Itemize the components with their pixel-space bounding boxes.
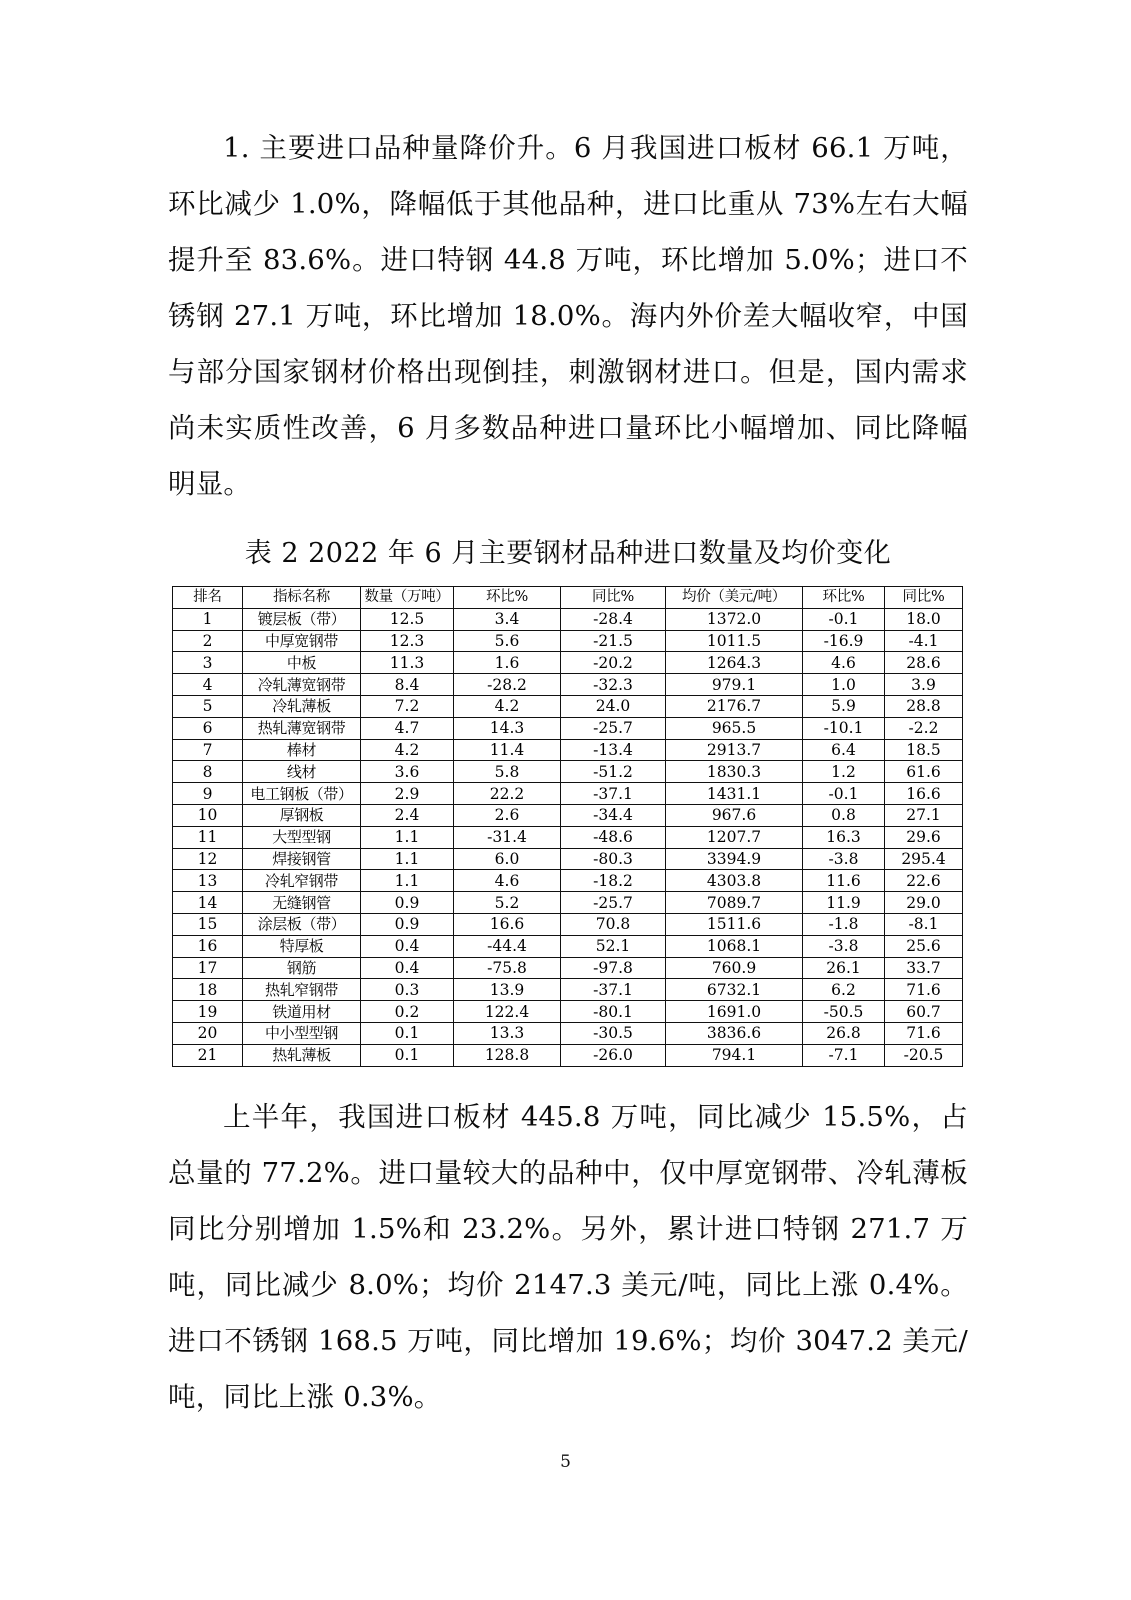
cell-value: 4303.8: [666, 870, 803, 892]
cell-value: 52.1: [561, 935, 666, 957]
cell-value: 4.2: [454, 695, 561, 717]
cell-value: 122.4: [454, 1001, 561, 1023]
cell-value: 4.6: [803, 652, 885, 674]
cell-value: 794.1: [666, 1044, 803, 1066]
table-row: [173, 957, 963, 979]
cell-value: -1.8: [803, 913, 885, 935]
cell-value: 5.9: [803, 695, 885, 717]
cell-value: 5.2: [454, 892, 561, 914]
cell-product-name: 热轧窄钢带: [243, 979, 361, 1001]
cell-value: 8.4: [361, 674, 454, 696]
cell-value: 1.6: [454, 652, 561, 674]
cell-value: 29.0: [885, 892, 963, 914]
cell-rank: 21: [173, 1044, 243, 1066]
cell-value: -51.2: [561, 761, 666, 783]
cell-value: 6.0: [454, 848, 561, 870]
cell-product-name: 冷轧窄钢带: [243, 870, 361, 892]
cell-value: 967.6: [666, 804, 803, 826]
table-row: [173, 826, 963, 848]
cell-value: -21.5: [561, 630, 666, 652]
cell-value: 2176.7: [666, 695, 803, 717]
table-row: [173, 717, 963, 739]
cell-value: 1.2: [803, 761, 885, 783]
cell-value: 6.4: [803, 739, 885, 761]
cell-value: 13.9: [454, 979, 561, 1001]
cell-value: 1264.3: [666, 652, 803, 674]
cell-value: 1207.7: [666, 826, 803, 848]
import-table-container: [172, 586, 962, 1067]
table-row: [173, 870, 963, 892]
table-row: [173, 892, 963, 914]
page-content: [168, 120, 968, 1425]
cell-rank: 7: [173, 739, 243, 761]
cell-value: 4.6: [454, 870, 561, 892]
cell-value: -0.1: [803, 608, 885, 630]
cell-value: 33.7: [885, 957, 963, 979]
cell-product-name: 热轧薄板: [243, 1044, 361, 1066]
table-row: [173, 630, 963, 652]
table-row: [173, 913, 963, 935]
cell-product-name: 电工钢板（带）: [243, 783, 361, 805]
cell-rank: 16: [173, 935, 243, 957]
table-row: [173, 1022, 963, 1044]
cell-value: -7.1: [803, 1044, 885, 1066]
cell-value: 14.3: [454, 717, 561, 739]
cell-value: 1511.6: [666, 913, 803, 935]
cell-product-name: 厚钢板: [243, 804, 361, 826]
cell-rank: 1: [173, 608, 243, 630]
cell-value: 3.9: [885, 674, 963, 696]
cell-value: 0.3: [361, 979, 454, 1001]
table-header-row: [173, 587, 963, 609]
cell-product-name: 热轧薄宽钢带: [243, 717, 361, 739]
cell-value: 12.5: [361, 608, 454, 630]
cell-value: -16.9: [803, 630, 885, 652]
cell-value: 3.4: [454, 608, 561, 630]
table-row: [173, 848, 963, 870]
table-column-header: 环比%: [454, 587, 561, 609]
cell-product-name: 焊接钢管: [243, 848, 361, 870]
table-column-header: 环比%: [803, 587, 885, 609]
cell-product-name: 冷轧薄宽钢带: [243, 674, 361, 696]
cell-value: 61.6: [885, 761, 963, 783]
cell-value: 1.0: [803, 674, 885, 696]
cell-value: 2913.7: [666, 739, 803, 761]
table-column-header: 数量（万吨）: [361, 587, 454, 609]
cell-rank: 9: [173, 783, 243, 805]
cell-rank: 19: [173, 1001, 243, 1023]
cell-value: 3394.9: [666, 848, 803, 870]
cell-value: -34.4: [561, 804, 666, 826]
cell-value: -20.2: [561, 652, 666, 674]
cell-value: 22.2: [454, 783, 561, 805]
cell-value: 7.2: [361, 695, 454, 717]
cell-value: 11.3: [361, 652, 454, 674]
cell-value: 2.4: [361, 804, 454, 826]
cell-value: 979.1: [666, 674, 803, 696]
import-statistics-table: [172, 586, 963, 1067]
table-row: [173, 979, 963, 1001]
cell-value: -3.8: [803, 935, 885, 957]
table-row: [173, 783, 963, 805]
table-row: [173, 1044, 963, 1066]
cell-value: 16.3: [803, 826, 885, 848]
page-number: 5: [560, 1452, 571, 1472]
cell-value: 5.8: [454, 761, 561, 783]
cell-value: 0.8: [803, 804, 885, 826]
table-column-header: 同比%: [885, 587, 963, 609]
cell-value: 0.9: [361, 913, 454, 935]
cell-value: -26.0: [561, 1044, 666, 1066]
cell-rank: 12: [173, 848, 243, 870]
cell-value: 1.1: [361, 870, 454, 892]
cell-value: -4.1: [885, 630, 963, 652]
cell-value: 1011.5: [666, 630, 803, 652]
cell-value: 295.4: [885, 848, 963, 870]
cell-value: 0.1: [361, 1044, 454, 1066]
cell-value: 1.1: [361, 848, 454, 870]
cell-value: 1830.3: [666, 761, 803, 783]
summary-paragraph: 上半年，我国进口板材 445.8 万吨，同比减少 15.5%，占总量的 77.2%。进口量较大的品种中，仅中厚宽钢带、冷轧薄板同比分别增加 1.5%和 23.2%。另外，累计进口特钢 271.7 万吨，同比减少 8.0%；均价 2147.3 美元/吨，同比上涨 0.4%。进口不锈钢 168.5 万吨，同比增加 19.6%；均价 3047.2 美元/吨，同比上涨 0.3%。: [168, 1100, 968, 1413]
cell-value: 11.9: [803, 892, 885, 914]
cell-rank: 20: [173, 1022, 243, 1044]
cell-value: 22.6: [885, 870, 963, 892]
cell-value: 965.5: [666, 717, 803, 739]
cell-value: -3.8: [803, 848, 885, 870]
cell-rank: 8: [173, 761, 243, 783]
cell-value: 70.8: [561, 913, 666, 935]
table-row: [173, 695, 963, 717]
cell-value: -10.1: [803, 717, 885, 739]
cell-rank: 13: [173, 870, 243, 892]
cell-value: 0.4: [361, 957, 454, 979]
cell-product-name: 中厚宽钢带: [243, 630, 361, 652]
cell-rank: 3: [173, 652, 243, 674]
cell-value: -2.2: [885, 717, 963, 739]
cell-rank: 14: [173, 892, 243, 914]
cell-rank: 5: [173, 695, 243, 717]
cell-value: 12.3: [361, 630, 454, 652]
cell-rank: 10: [173, 804, 243, 826]
cell-product-name: 涂层板（带）: [243, 913, 361, 935]
cell-value: 28.6: [885, 652, 963, 674]
cell-value: 71.6: [885, 979, 963, 1001]
table-body: [173, 608, 963, 1066]
table-header: [173, 587, 963, 609]
cell-rank: 17: [173, 957, 243, 979]
cell-value: 26.8: [803, 1022, 885, 1044]
table-caption: 表 2 2022 年 6 月主要钢材品种进口数量及均价变化: [244, 538, 892, 569]
cell-value: 0.1: [361, 1022, 454, 1044]
cell-value: 2.6: [454, 804, 561, 826]
cell-product-name: 线材: [243, 761, 361, 783]
cell-value: 29.6: [885, 826, 963, 848]
cell-value: -28.4: [561, 608, 666, 630]
cell-product-name: 大型型钢: [243, 826, 361, 848]
cell-value: 2.9: [361, 783, 454, 805]
cell-value: -80.1: [561, 1001, 666, 1023]
cell-value: -80.3: [561, 848, 666, 870]
cell-value: 18.0: [885, 608, 963, 630]
intro-paragraph: 1. 主要进口品种量降价升。6 月我国进口板材 66.1 万吨，环比减少 1.0%，降幅低于其他品种，进口比重从 73%左右大幅提升至 83.6%。进口特钢 44.8 万吨，环比增加 5.0%；进口不锈钢 27.1 万吨，环比增加 18.0%。海内外价差大幅收窄，中国与部分国家钢材价格出现倒挂，刺激钢材进口。但是，国内需求尚未实质性改善，6 月多数品种进口量环比小幅增加、同比降幅明显。: [168, 132, 968, 500]
cell-value: 28.8: [885, 695, 963, 717]
table-row: [173, 935, 963, 957]
table-row: [173, 1001, 963, 1023]
table-row: [173, 608, 963, 630]
cell-value: -37.1: [561, 783, 666, 805]
cell-value: 13.3: [454, 1022, 561, 1044]
table-row: [173, 761, 963, 783]
table-column-header: 排名: [173, 587, 243, 609]
cell-value: -37.1: [561, 979, 666, 1001]
cell-product-name: 特厚板: [243, 935, 361, 957]
cell-value: 6.2: [803, 979, 885, 1001]
cell-value: 26.1: [803, 957, 885, 979]
cell-value: 4.7: [361, 717, 454, 739]
cell-value: 27.1: [885, 804, 963, 826]
cell-value: -32.3: [561, 674, 666, 696]
cell-value: 128.8: [454, 1044, 561, 1066]
cell-value: 16.6: [454, 913, 561, 935]
cell-rank: 11: [173, 826, 243, 848]
cell-value: 7089.7: [666, 892, 803, 914]
table-row: [173, 652, 963, 674]
cell-rank: 6: [173, 717, 243, 739]
cell-value: 24.0: [561, 695, 666, 717]
cell-value: -13.4: [561, 739, 666, 761]
cell-product-name: 钢筋: [243, 957, 361, 979]
table-row: [173, 674, 963, 696]
cell-value: 0.4: [361, 935, 454, 957]
table-row: [173, 804, 963, 826]
cell-value: 0.2: [361, 1001, 454, 1023]
cell-value: 1.1: [361, 826, 454, 848]
cell-product-name: 中板: [243, 652, 361, 674]
cell-value: 18.5: [885, 739, 963, 761]
cell-product-name: 无缝钢管: [243, 892, 361, 914]
cell-value: -97.8: [561, 957, 666, 979]
table-column-header: 同比%: [561, 587, 666, 609]
cell-value: 11.4: [454, 739, 561, 761]
cell-value: -25.7: [561, 892, 666, 914]
cell-value: 1068.1: [666, 935, 803, 957]
cell-value: -50.5: [803, 1001, 885, 1023]
cell-value: 6732.1: [666, 979, 803, 1001]
cell-value: 3836.6: [666, 1022, 803, 1044]
cell-product-name: 冷轧薄板: [243, 695, 361, 717]
cell-value: -31.4: [454, 826, 561, 848]
cell-rank: 4: [173, 674, 243, 696]
cell-rank: 15: [173, 913, 243, 935]
cell-product-name: 镀层板（带）: [243, 608, 361, 630]
cell-value: 25.6: [885, 935, 963, 957]
cell-value: 3.6: [361, 761, 454, 783]
cell-rank: 2: [173, 630, 243, 652]
cell-value: 11.6: [803, 870, 885, 892]
cell-value: -44.4: [454, 935, 561, 957]
cell-value: 1691.0: [666, 1001, 803, 1023]
cell-value: -0.1: [803, 783, 885, 805]
cell-value: 0.9: [361, 892, 454, 914]
cell-value: -48.6: [561, 826, 666, 848]
cell-value: 5.6: [454, 630, 561, 652]
cell-value: 1431.1: [666, 783, 803, 805]
cell-value: -18.2: [561, 870, 666, 892]
cell-value: -28.2: [454, 674, 561, 696]
table-row: [173, 739, 963, 761]
cell-value: -30.5: [561, 1022, 666, 1044]
cell-value: -75.8: [454, 957, 561, 979]
cell-value: 760.9: [666, 957, 803, 979]
table-column-header: 均价（美元/吨）: [666, 587, 803, 609]
cell-value: 60.7: [885, 1001, 963, 1023]
cell-product-name: 棒材: [243, 739, 361, 761]
cell-value: 1372.0: [666, 608, 803, 630]
cell-product-name: 中小型型钢: [243, 1022, 361, 1044]
cell-value: -8.1: [885, 913, 963, 935]
table-column-header: 指标名称: [243, 587, 361, 609]
cell-value: 71.6: [885, 1022, 963, 1044]
cell-rank: 18: [173, 979, 243, 1001]
cell-product-name: 铁道用材: [243, 1001, 361, 1023]
cell-value: -25.7: [561, 717, 666, 739]
cell-value: -20.5: [885, 1044, 963, 1066]
cell-value: 16.6: [885, 783, 963, 805]
cell-value: 4.2: [361, 739, 454, 761]
